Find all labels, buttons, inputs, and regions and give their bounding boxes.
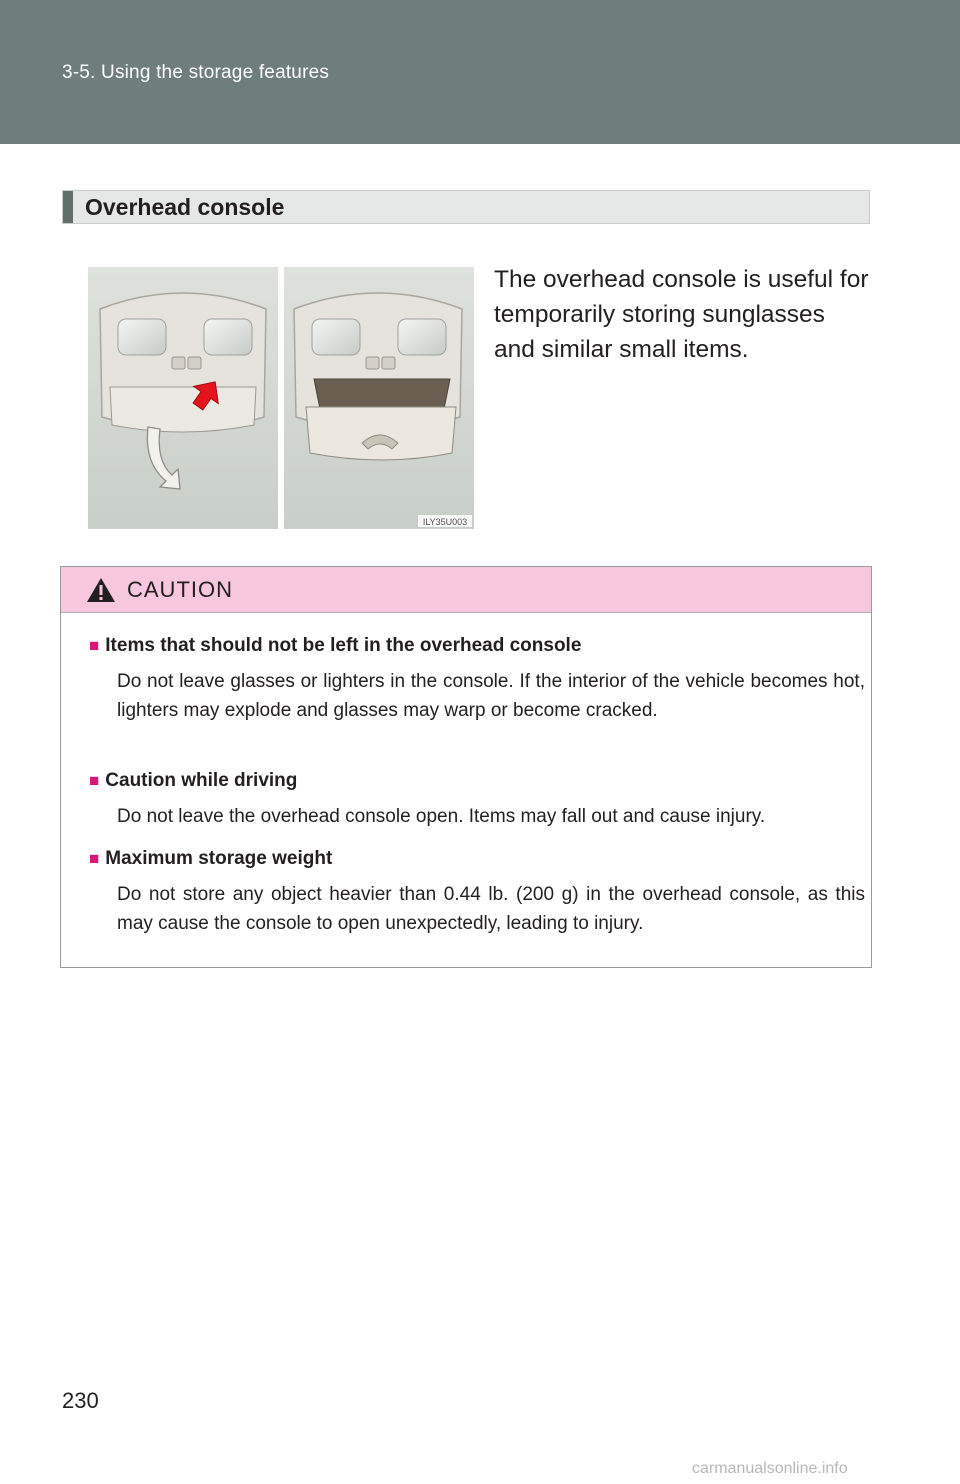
- console-open-panel: [284, 267, 474, 529]
- page-number: 230: [62, 1388, 99, 1413]
- figure-code: ILY35U003: [422, 517, 468, 527]
- caution-item: [89, 848, 865, 938]
- section-heading-bar: [62, 190, 870, 224]
- caution-item-heading: ■ Items that should not be left in the overhead console: [89, 635, 582, 656]
- caution-item-heading: ■ Maximum storage weight: [89, 848, 333, 869]
- caution-item-text: Do not leave the overhead console open. Items may fall out and cause injury.: [117, 806, 766, 827]
- caution-box: [60, 566, 872, 968]
- caution-item: [89, 770, 865, 831]
- overhead-console-figure: [88, 267, 474, 529]
- section-title: Overhead console: [85, 194, 285, 220]
- breadcrumb: 3-5. Using the storage features: [62, 62, 330, 83]
- bullet-square-icon: ■: [89, 771, 100, 790]
- caution-item-text: Do not store any object heavier than 0.44 lb. (200 g) in the overhead console, as this may cause the console to open unexpectedly, leading to injury.: [117, 884, 865, 934]
- watermark: carmanualsonline.info: [692, 1460, 848, 1477]
- warning-triangle-icon: [85, 576, 117, 604]
- caution-item-text: Do not leave glasses or lighters in the console. If the interior of the vehicle becomes hot, lighters may explode and glasses may warp or become cracked.: [117, 671, 865, 721]
- bullet-square-icon: ■: [89, 849, 100, 868]
- overhead-console-illustration: [88, 267, 474, 529]
- bullet-square-icon: ■: [89, 636, 100, 655]
- caution-title: CAUTION: [127, 577, 233, 602]
- caution-item: [89, 635, 865, 725]
- section-heading-tab: [63, 191, 73, 223]
- console-closed-panel: [88, 267, 278, 529]
- caution-header: [61, 567, 871, 613]
- header-band: [0, 0, 960, 144]
- intro-paragraph: The overhead console is useful for temporarily storing sunglasses and similar small items.: [494, 266, 869, 363]
- caution-item-heading: ■ Caution while driving: [89, 770, 298, 791]
